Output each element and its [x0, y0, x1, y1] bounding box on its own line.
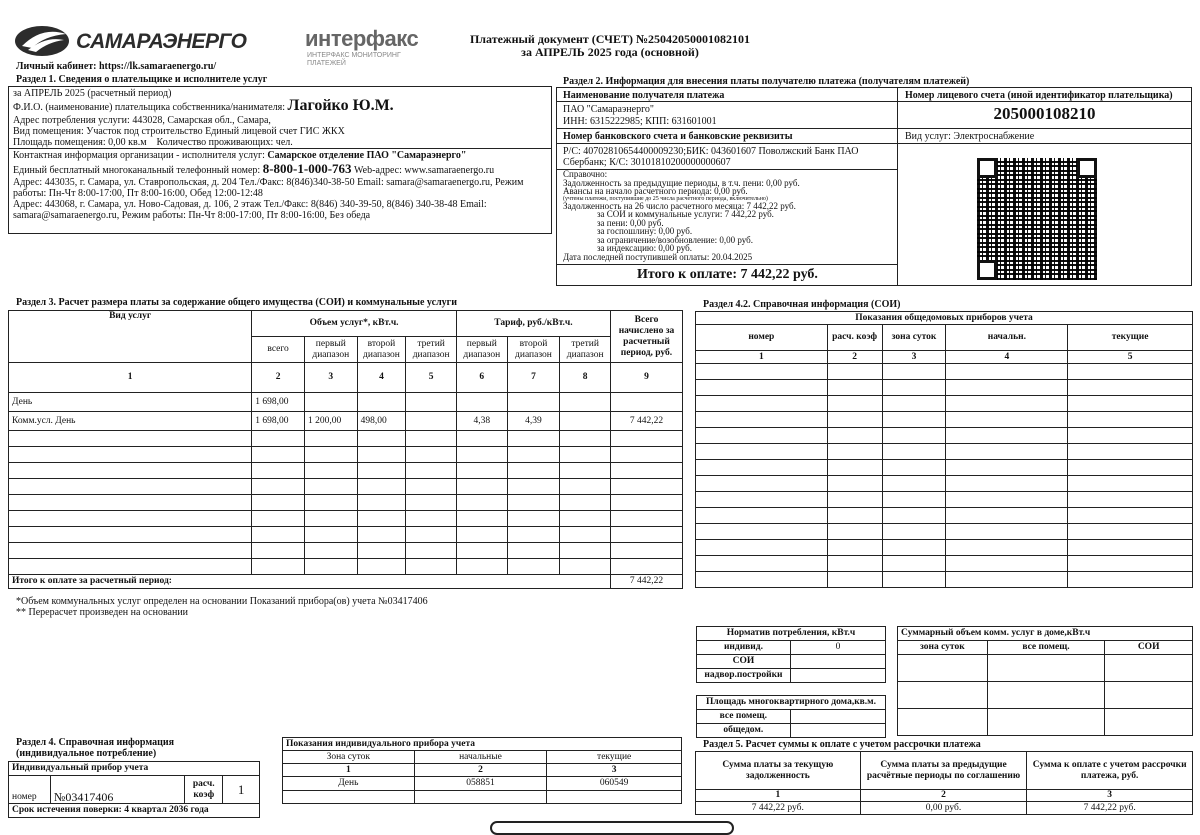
- ref-line: Задолженность на 26 число расчетного месяца: 7 442,22 руб.: [563, 200, 796, 211]
- section1-box: [8, 86, 552, 234]
- payment-qr-code[interactable]: [977, 158, 1097, 280]
- house-area-table: Площадь многоквартирного дома,кв.м. все помещ. общедом.: [696, 695, 886, 738]
- col-number: 6: [456, 363, 507, 393]
- summary-volume-table: Суммарный объем комм. услуг в доме,кВт.ч зона суток все помещ. СОИ: [897, 626, 1193, 736]
- section4-table: [8, 761, 260, 818]
- fio-value: Лагойко Ю.М.: [287, 97, 394, 114]
- summary-volume-title: Суммарный объем комм. услуг в доме,кВт.ч: [898, 627, 1193, 641]
- reference-info: [563, 170, 893, 261]
- device-number-value: №03417406: [50, 776, 184, 804]
- ref-line: за индексацию: 0,00 руб.: [597, 243, 692, 253]
- section5-table: Сумма платы за текущую задолженность Сумма платы за предыдущие расчётные периоды по соглашению Сумма к оплате с учетом рассрочки платежа, руб. 1 2 3 7 442,22 руб. 0,00 руб. 7 442,22 руб.: [695, 751, 1193, 815]
- section2-title: Раздел 2. Информация для внесения платы получателю платежа (получателям платежей): [563, 76, 970, 87]
- norm-title: Норматив потребления, кВт.ч: [697, 627, 886, 641]
- device-title: Индивидуальный прибор учета: [9, 762, 260, 776]
- meter-readings-table: Показания индивидуального прибора учета Зона суток начальные текущие 1 2 3 День 058851 060549: [282, 737, 682, 804]
- recipient-inn: ИНН: 6315222985; КПП: 631601001: [563, 116, 717, 127]
- table-row: 7 442,22 руб. 0,00 руб. 7 442,22 руб.: [696, 802, 1193, 815]
- office-address-2: Адрес: 443068, г. Самара, ул. Ново-Садовая, д. 106, 2 этаж Тел./Факс: 8(846) 340-39-50, 8(846) 340-38-48 Email: samara@samaraenergo.ru, Режим работы: Пн-Чт 8:00-17:00, Пт 8:00-16:00, Без обеда: [13, 199, 487, 221]
- samaraenergo-logo: [14, 24, 247, 60]
- subheader: всего: [252, 337, 305, 363]
- personal-cabinet-link[interactable]: Личный кабинет: https://lk.samaraenergo.ru/: [16, 61, 217, 72]
- section3-total-value: 7 442,22: [611, 575, 683, 589]
- ref-line: (учтены платежи, поступившие до 25 числа расчетного периода, включительно): [563, 195, 768, 202]
- ref-line: за ограничение/возобновление: 0,00 руб.: [597, 234, 753, 245]
- section5-title: Раздел 5. Расчет суммы к оплате с учетом рассрочки платежа: [703, 739, 981, 750]
- meter-title: Показания индивидуального прибора учета: [283, 738, 682, 751]
- web-address[interactable]: Web-адрес: www.samaraenergo.ru: [354, 165, 495, 176]
- subheader: третий диапазон: [560, 337, 611, 363]
- col-number: 8: [560, 363, 611, 393]
- samaraenergo-logo-icon: [14, 24, 74, 58]
- recipient-header: Наименование получателя платежа: [563, 90, 725, 101]
- subheader: первый диапазон: [304, 337, 357, 363]
- bank-header: Номер банковского счета и банковские реквизиты: [563, 131, 793, 142]
- section3-table: [8, 310, 683, 589]
- ref-line: Дата последней поступившей оплаты: 20.04.2025: [563, 251, 753, 262]
- doc-period: за АПРЕЛЬ 2025 года (основной): [521, 45, 699, 59]
- section4-title: Раздел 4. Справочная информация (индивидуальное потребление): [16, 737, 175, 759]
- header-service: Вид услуг: [9, 311, 252, 363]
- table-row: Комм.усл. День 1 698,00 1 200,00 498,00 4,38 4,39 7 442,22: [9, 412, 683, 431]
- device-coef-value: 1: [223, 776, 260, 804]
- recipient-name: ПАО "Самараэнерго": [563, 104, 655, 115]
- subheader: первый диапазон: [456, 337, 507, 363]
- document-title: [440, 33, 780, 59]
- office-address-1: Адрес: 443035, г. Самара, ул. Ставропольская, д. 204 Тел./Факс: 8(846)340-38-50 Email: samara@samaraenergo.ru, Режим работы: Пн-Чт 8:00-17:00, Пт 8:00-16:00, Обед 12:00-12:48: [13, 177, 524, 199]
- section3-total-label: Итого к оплате за расчетный период:: [9, 575, 611, 589]
- ref-line: за пени: 0,00 руб.: [597, 217, 664, 228]
- device-number-label: номер: [9, 776, 51, 804]
- payer-row: [13, 97, 394, 115]
- samaraenergo-logo-text: САМАРАЭНЕРГО: [76, 30, 247, 53]
- consumption-address: Адрес потребления услуги: 443028, Самарская обл., Самара,: [13, 115, 271, 126]
- header-volume: Объем услуг*, кВт.ч.: [252, 311, 457, 337]
- subheader: второй диапазон: [507, 337, 560, 363]
- col-number: 9: [611, 363, 683, 393]
- subheader: третий диапазон: [406, 337, 457, 363]
- premises-area: Площадь помещения: 0,00 кв.м Количество проживающих: чел.: [13, 137, 293, 148]
- section2-box: [556, 87, 1192, 286]
- section1-period: за АПРЕЛЬ 2025 (расчетный период): [13, 88, 172, 99]
- contact-org: Самарское отделение ПАО "Самараэнерго": [267, 150, 467, 161]
- header-tariff: Тариф, руб./кВт.ч.: [456, 311, 610, 337]
- col-number: 2: [252, 363, 305, 393]
- section3-note-1: *Объем коммунальных услуг определен на основании Показаний прибора(ов) учета №03417406: [16, 596, 428, 607]
- fio-label: Ф.И.О. (наименование) плательщика собственника/нанимателя:: [13, 102, 286, 113]
- ref-line: за СОИ и коммунальные услуги: 7 442,22 руб.: [597, 209, 774, 219]
- ref-line: Справочно:: [563, 169, 608, 179]
- house-area-title: Площадь многоквартирного дома,кв.м.: [697, 696, 886, 710]
- norm-table: Норматив потребления, кВт.ч индивид. 0 СОИ надвор.постройки: [696, 626, 886, 683]
- col-number: 3: [304, 363, 357, 393]
- section42-table: Показания общедомовых приборов учета номер расч. коэф зона суток начальн. текущие 1 2 3 4 5: [695, 311, 1193, 588]
- phone-row: [13, 161, 494, 177]
- bank-line-2: Сбербанк; К/С: 30101810200000000607: [563, 157, 731, 168]
- col-number: 1: [9, 363, 252, 393]
- account-number: 205000108210: [993, 104, 1096, 123]
- col-number: 7: [507, 363, 560, 393]
- section42-title: Раздел 4.2. Справочная информация (СОИ): [703, 299, 901, 310]
- premises-type: Вид помещения: Участок под строительство Единый лицевой счет ГИС ЖКХ: [13, 126, 345, 137]
- col-number: 4: [357, 363, 406, 393]
- bank-line-1: Р/С: 40702810654400009230;БИК: 043601607 Поволжский Банк ПАО: [563, 146, 859, 157]
- total-to-pay: Итого к оплате: 7 442,22 руб.: [637, 267, 818, 282]
- section1-title: Раздел 1. Сведения о плательщике и исполнителе услуг: [16, 74, 268, 85]
- interfax-logo: [305, 26, 435, 70]
- section42-table-title: Показания общедомовых приборов учета: [696, 312, 1193, 325]
- phone-label: Единый бесплатный многоканальный телефонный номер:: [13, 165, 261, 176]
- interfax-logo-text: интерфакс: [305, 26, 419, 51]
- doc-number: Платежный документ (СЧЕТ) №25042050001082101: [469, 32, 751, 46]
- subheader: второй диапазон: [357, 337, 406, 363]
- contact-row: [13, 150, 466, 161]
- section3-note-2: ** Перерасчет произведен на основании: [16, 607, 189, 618]
- device-coef-label: расч. коэф: [185, 776, 223, 804]
- table-row: День 058851 060549: [283, 777, 682, 791]
- verification-date: Срок истечения поверки: 4 квартал 2036 года: [9, 804, 260, 818]
- ref-line: за госпошлину: 0,00 руб.: [597, 226, 693, 236]
- header-total: Всего начислено за расчетный период, руб.: [611, 311, 683, 363]
- phone-number[interactable]: 8-800-1-000-763: [262, 161, 352, 176]
- cut-line: [490, 821, 734, 835]
- col-number: 5: [406, 363, 457, 393]
- ref-line: Задолженность за предыдущие периоды, в т.ч. пени: 0,00 руб.: [563, 177, 800, 188]
- account-header: Номер лицевого счета (иной идентификатор плательщика): [905, 90, 1173, 101]
- section3-title: Раздел 3. Расчет размера платы за содержание общего имущества (СОИ) и коммунальные услуги: [16, 297, 457, 308]
- contact-label: Контактная информация организации - исполнителя услуг:: [13, 150, 265, 161]
- ref-line: Авансы на начало расчетного периода: 0,00 руб.: [563, 186, 748, 196]
- interfax-logo-sub: ИНТЕРФАКС МОНИТОРИНГ ПЛАТЕЖЕЙ: [307, 52, 401, 67]
- service-type: Вид услуг: Электроснабжение: [905, 131, 1035, 142]
- table-row: День 1 698,00: [9, 393, 683, 412]
